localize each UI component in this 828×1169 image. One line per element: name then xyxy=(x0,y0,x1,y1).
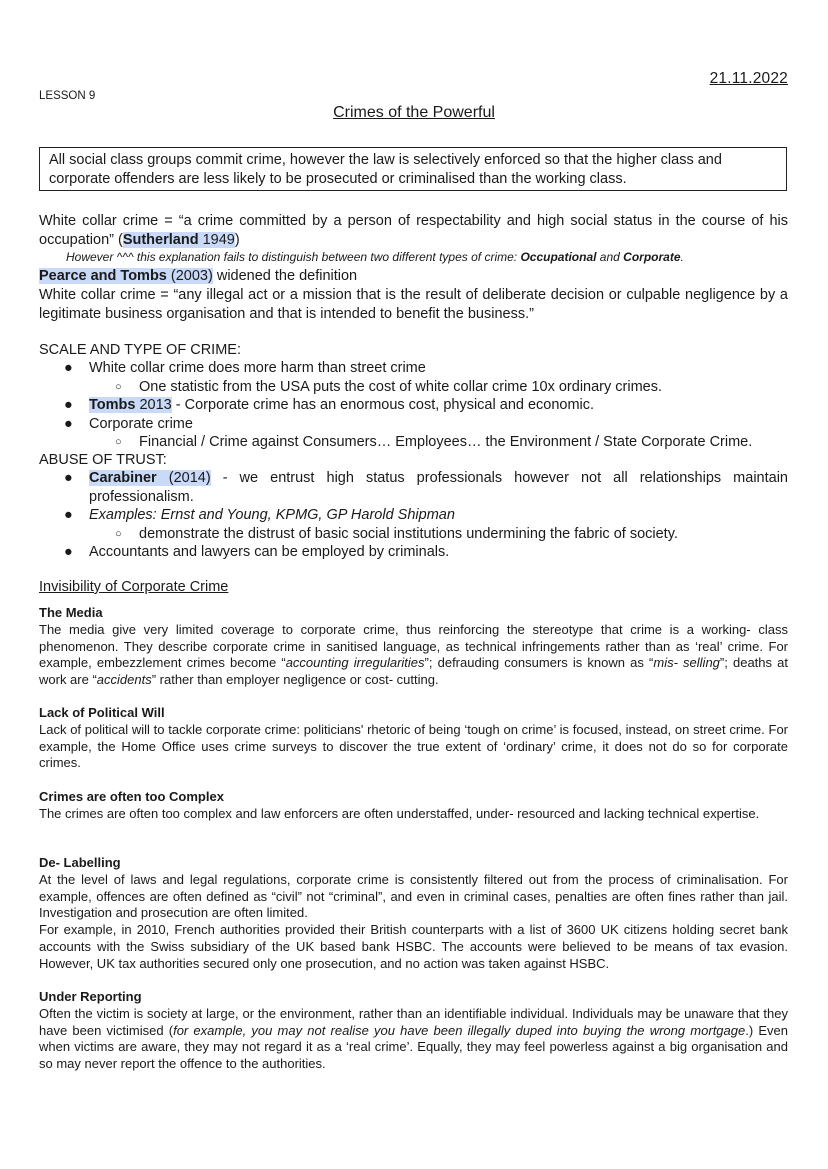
item-text: Financial / Crime against Consumers… Employees… the Environment / State Corporate Crime. xyxy=(139,434,753,450)
item-text: demonstrate the distrust of basic social institutions undermining the fabric of society. xyxy=(139,525,678,542)
pearce-tombs-line xyxy=(39,267,788,286)
section-body: The crimes are often too complex and law enforcers are often understaffed, under- resourced and lacking technical expertise. xyxy=(39,805,760,821)
list-subitem xyxy=(39,525,788,544)
author-pearce-tombs: Pearce and Tombs xyxy=(39,268,167,284)
italic-text: mis- selling xyxy=(653,655,720,671)
section-political-will xyxy=(39,705,788,772)
item-text: - Corporate crime has an enormous cost, physical and economic. xyxy=(171,397,595,413)
item-text: - we entrust high status professionals however not all relationships maintain professionalism. xyxy=(89,470,788,505)
item-text: Corporate crime xyxy=(89,415,193,432)
year: (2014) xyxy=(156,470,211,486)
circle-bullet-icon: ○ xyxy=(115,380,122,393)
note-line xyxy=(66,250,684,264)
lesson-label: LESSON 9 xyxy=(39,90,96,102)
item-text: One statistic from the USA puts the cost of white collar crime 10x ordinary crimes. xyxy=(139,378,662,395)
list-subitem xyxy=(39,433,788,452)
scale-list xyxy=(39,359,788,452)
page-title: Crimes of the Powerful xyxy=(333,104,495,121)
text: The media give very limited coverage to corporate crime, thus reinforcing the stereotype that crime is a working- class phenomenon. They describe corporate crime in sanitised language, as technical infringements rather than as ‘real’ crime. For example, embezzlement crimes become “ xyxy=(39,621,788,671)
section-title: De- Labelling xyxy=(39,855,121,870)
definition-pearce-tombs: White collar crime = “any illegal act or a mission that is the result of deliberate decision or culpable negligence by a legitimate business organisation and that is intended to benefit the business.” xyxy=(39,287,788,322)
period: . xyxy=(680,250,684,264)
text: Often the victim is society at large, or the environment, rather than an identifiable individual. Individuals may be unaware that they have been victimised ( xyxy=(39,1005,788,1038)
section-title: Under Reporting xyxy=(39,989,142,1004)
section-body xyxy=(39,622,788,689)
year: 2013 xyxy=(135,397,172,413)
bullet-icon: ● xyxy=(64,470,73,486)
bullet-icon: ● xyxy=(64,507,73,523)
author-sutherland: Sutherland xyxy=(122,231,199,248)
section-title: Crimes are often too Complex xyxy=(39,789,224,804)
definition-text: White collar crime = “a crime committed by a person of respectability and high social status in the course of his occupation” ( xyxy=(39,213,788,248)
list-item xyxy=(39,359,788,378)
section-under-reporting xyxy=(39,989,788,1073)
text: ” rather than employer negligence or cost- cutting. xyxy=(151,672,439,688)
text: ”; deaths at work are “ xyxy=(39,655,789,688)
section-title: The Media xyxy=(39,605,103,620)
paren: ) xyxy=(234,231,240,248)
list-subitem xyxy=(39,378,788,397)
list-item xyxy=(39,506,788,525)
item-text: Examples: Ernst and Young, KPMG, GP Harold Shipman xyxy=(89,507,455,523)
section-body xyxy=(39,1006,788,1073)
section-body: Lack of political will to tackle corporate crime: politicians' rhetoric of being ‘tough on crime’ is focused, instead, on street crime. For example, the Home Office uses crime surveys to discover the true extent of ‘ordinary’ crime, it does not do so for corporate crimes. xyxy=(39,721,788,771)
section-title: Lack of Political Will xyxy=(39,705,165,720)
section-de-labelling xyxy=(39,855,788,973)
bullet-icon: ● xyxy=(64,415,73,432)
date: 21.11.2022 xyxy=(709,70,788,87)
type-occupational: Occupational xyxy=(520,250,597,264)
invisibility-heading: Invisibility of Corporate Crime xyxy=(39,579,229,595)
section-media xyxy=(39,605,788,689)
circle-bullet-icon: ○ xyxy=(115,436,122,448)
bullet-icon: ● xyxy=(64,360,73,376)
type-corporate: Corporate xyxy=(623,250,681,264)
summary-box: All social class groups commit crime, however the law is selectively enforced so that the higher class and corporate offenders are less likely to be prosecuted or criminalised than the working class. xyxy=(39,147,787,191)
bullet-icon: ● xyxy=(64,397,73,413)
item-text: White collar crime does more harm than street crime xyxy=(89,360,426,376)
italic-text: accounting irregularities xyxy=(285,655,425,671)
bullet-icon: ● xyxy=(64,544,73,560)
list-item xyxy=(39,469,788,506)
definition-sutherland xyxy=(39,212,788,249)
section-body-example: For example, in 2010, French authorities provided their British counterparts with a list of 3600 UK citizens holding secret bank accounts with the Swiss subsidiary of the UK based bank HSBC. The accounts were believed to be means of tax evasion. However, UK tax authorities secured only one prosecution, and no action was taken against HSBC. xyxy=(39,922,788,971)
circle-bullet-icon: ○ xyxy=(115,527,122,540)
abuse-list xyxy=(39,469,788,562)
abuse-heading: ABUSE OF TRUST: xyxy=(39,452,167,468)
year: 1949 xyxy=(198,231,235,248)
author-tombs: Tombs xyxy=(89,397,136,413)
list-item xyxy=(39,396,788,415)
text: .) Even when victims are aware, they may not regard it as a ‘real crime’. Equally, they may feel powerless against a big organisation and so may never report the offence to the authorities. xyxy=(39,1022,788,1072)
year: (2003) xyxy=(166,268,213,284)
italic-text: for example, you may not realise you have been illegally duped into buying the wrong mortgage xyxy=(173,1022,746,1038)
and: and xyxy=(596,250,624,264)
section-complex xyxy=(39,789,788,823)
scale-heading: SCALE AND TYPE OF CRIME: xyxy=(39,342,241,358)
author-carabiner: Carabiner xyxy=(89,470,157,486)
section-body: At the level of laws and legal regulations, corporate crime is consistently filtered out from the process of criminalisation. For example, offences are often defined as “civil” not “criminal”, and even in criminal cases, penalties are often fines rather than jail. Investigation and prosecution are often limited. xyxy=(39,871,788,921)
list-item xyxy=(39,543,788,562)
text: widened the definition xyxy=(212,268,358,284)
italic-text: accidents xyxy=(96,672,152,688)
note-text: However ^^^ this explanation fails to distinguish between two different types of crime: xyxy=(66,250,521,264)
text: ”; defrauding consumers is known as “ xyxy=(424,655,654,671)
item-text: Accountants and lawyers can be employed by criminals. xyxy=(89,544,450,560)
list-item xyxy=(39,415,788,434)
